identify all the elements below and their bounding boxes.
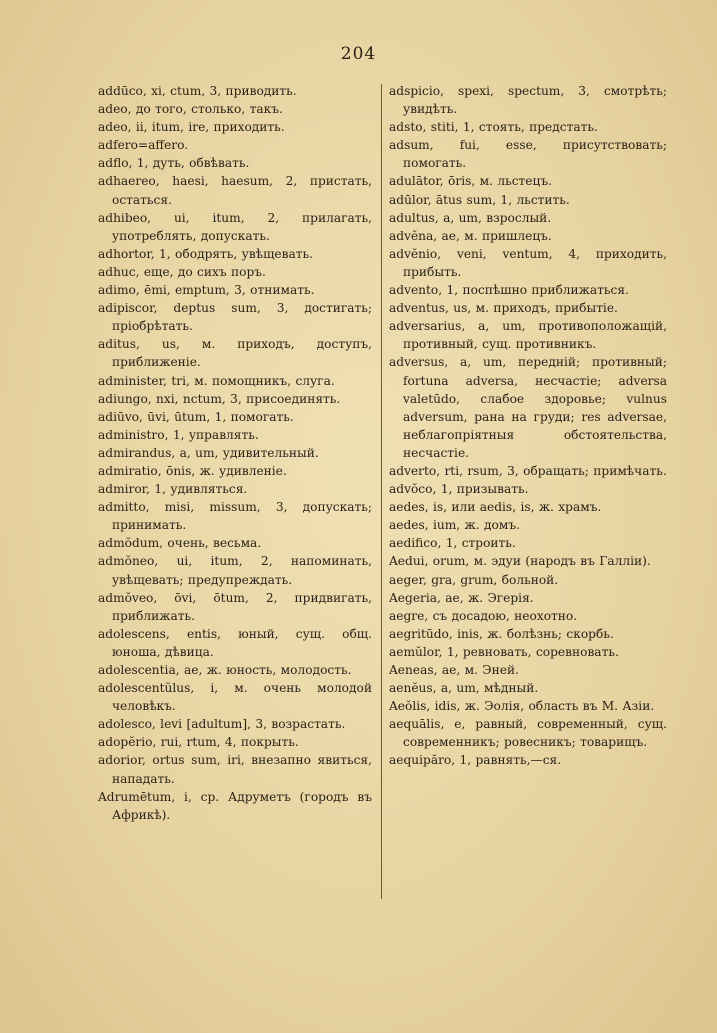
dictionary-entry: adūlor, ātus sum, 1, льстить. bbox=[389, 192, 570, 207]
dictionary-entry: adulātor, ōris, м. льстецъ. bbox=[389, 174, 552, 189]
left-column bbox=[98, 82, 372, 824]
dictionary-entry: adsto, stiti, 1, стоять, предстать. bbox=[389, 120, 598, 135]
dictionary-entry: advento, 1, поспѣшно приближаться. bbox=[389, 283, 629, 298]
dictionary-entry: adolescentia, ae, ж. юность, молодость. bbox=[98, 663, 352, 677]
dictionary-entry: admiratio, ōnis, ж. удивленіе. bbox=[98, 463, 287, 478]
dictionary-entry: Aegeria, ae, ж. Эгерія. bbox=[389, 590, 534, 605]
dictionary-entry: adversus, a, um, передній; противный; fortuna adversa, несчастіе; adversa valetūdo, слабое здоровье; vulnus adversum, рана на груди; res adversae, неблагопріятныя обстоятельства, несчастіе. bbox=[389, 355, 667, 460]
dictionary-entry: adopĕrio, rui, rtum, 4, покрыть. bbox=[98, 735, 299, 750]
dictionary-entry: adimo, ēmi, emptum, 3, отнимать. bbox=[98, 283, 315, 298]
dictionary-entry: admŏdum, очень, весьма. bbox=[98, 536, 262, 551]
dictionary-entry: admŏveo, ōvi, ōtum, 2, придвигать, приближать. bbox=[98, 590, 372, 623]
dictionary-entry: adolescens, entis, юный, сущ. общ. юноша, дѣвица. bbox=[98, 626, 372, 659]
dictionary-entry: adhaereo, haesi, haesum, 2, пристать, остаться. bbox=[98, 174, 372, 207]
dictionary-entry: aenĕus, a, um, мѣдный. bbox=[389, 681, 539, 696]
dictionary-entry: Aeneas, ae, м. Эней. bbox=[389, 663, 519, 677]
page-number: 204 bbox=[340, 44, 377, 64]
dictionary-entry: aemŭlor, 1, ревновать, соревновать. bbox=[389, 644, 619, 659]
dictionary-entry: adipiscor, deptus sum, 3, достигать; пріобрѣтать. bbox=[98, 301, 372, 334]
dictionary-entry: administro, 1, управлять. bbox=[98, 427, 259, 442]
dictionary-entry: aegre, съ досадою, неохотно. bbox=[389, 608, 578, 623]
dictionary-entry: Aedui, orum, м. эдуи (народъ въ Галліи). bbox=[389, 554, 651, 569]
dictionary-entry: adhortor, 1, ободрять, увѣщевать. bbox=[98, 246, 313, 261]
dictionary-entry: adolesco, levi [adultum], 3, возрастать. bbox=[98, 717, 346, 732]
column-divider bbox=[381, 84, 382, 899]
dictionary-entry: adspicio, spexi, spectum, 3, смотрѣть; увидѣть. bbox=[389, 84, 667, 117]
dictionary-entry: adflo, 1, дуть, обвѣвать. bbox=[98, 156, 250, 171]
dictionary-entry: adiungo, nxi, nctum, 3, присоединять. bbox=[98, 391, 341, 406]
dictionary-entry: aeger, gra, grum, больной. bbox=[389, 572, 559, 587]
dictionary-entry: adhuc, еще, до сихъ поръ. bbox=[98, 264, 266, 279]
dictionary-entry: adorior, ortus sum, iri, внезапно явиться, нападать. bbox=[98, 753, 372, 786]
dictionary-entry: administer, tri, м. помощникъ, слуга. bbox=[98, 373, 335, 388]
dictionary-entry: adventus, us, м. приходъ, прибытіе. bbox=[389, 301, 618, 316]
dictionary-entry: adverto, rti, rsum, 3, обращать; примѣчать. bbox=[389, 463, 667, 478]
dictionary-entry: aequipăro, 1, равнять,—ся. bbox=[389, 753, 562, 768]
dictionary-entry: admŏneo, ui, itum, 2, напоминать, увѣщевать; предупреждать. bbox=[98, 554, 372, 587]
dictionary-entry: advĕnio, veni, ventum, 4, приходить, прибыть. bbox=[389, 246, 667, 279]
dictionary-entry: aedifico, 1, строить. bbox=[389, 536, 516, 551]
dictionary-entry: adolescentŭlus, i, м. очень молодой человѣкъ. bbox=[98, 681, 372, 714]
dictionary-entry: addūco, xi, ctum, 3, приводить. bbox=[98, 84, 297, 98]
dictionary-entry: admitto, misi, missum, 3, допускать; принимать. bbox=[98, 500, 372, 533]
right-column bbox=[389, 82, 667, 770]
dictionary-entry: adultus, a, um, взрослый. bbox=[389, 210, 552, 225]
dictionary-entry: adiūvo, ūvi, ūtum, 1, помогать. bbox=[98, 409, 294, 424]
dictionary-entry: adeo, ii, itum, ire, приходить. bbox=[98, 120, 285, 135]
dictionary-entry: adhibeo, ui, itum, 2, прилагать, употреблять, допускать. bbox=[98, 210, 372, 243]
dictionary-entry: aequālis, e, равный, современный, сущ. современникъ; ровесникъ; товарищъ. bbox=[389, 717, 667, 750]
dictionary-entry: admiror, 1, удивляться. bbox=[98, 482, 248, 497]
dictionary-entry: adeo, до того, столько, такъ. bbox=[98, 102, 283, 117]
dictionary-entry: aditus, us, м. приходъ, доступъ, приближеніе. bbox=[98, 337, 372, 370]
dictionary-entry: Adrumētum, i, ср. Адруметъ (городъ въ Африкѣ). bbox=[98, 789, 372, 822]
dictionary-entry: advĕna, ae, м. пришлецъ. bbox=[389, 228, 552, 243]
dictionary-entry: advŏco, 1, призывать. bbox=[389, 482, 529, 497]
dictionary-entry: Aeŏlis, idis, ж. Эолія, область въ М. Азіи. bbox=[389, 699, 655, 714]
dictionary-entry: aegritūdo, inis, ж. болѣзнь; скорбь. bbox=[389, 626, 614, 641]
dictionary-entry: aedes, ium, ж. домъ. bbox=[389, 518, 520, 533]
dictionary-entry: adfero=affero. bbox=[98, 138, 189, 153]
dictionary-entry: adsum, fui, esse, присутствовать; помогать. bbox=[389, 138, 667, 171]
dictionary-entry: aedes, is, или aedis, is, ж. храмъ. bbox=[389, 500, 602, 515]
dictionary-entry: adversarius, a, um, противоположащій, противный, сущ. противникъ. bbox=[389, 319, 667, 352]
dictionary-entry: admirandus, a, um, удивительный. bbox=[98, 445, 319, 460]
